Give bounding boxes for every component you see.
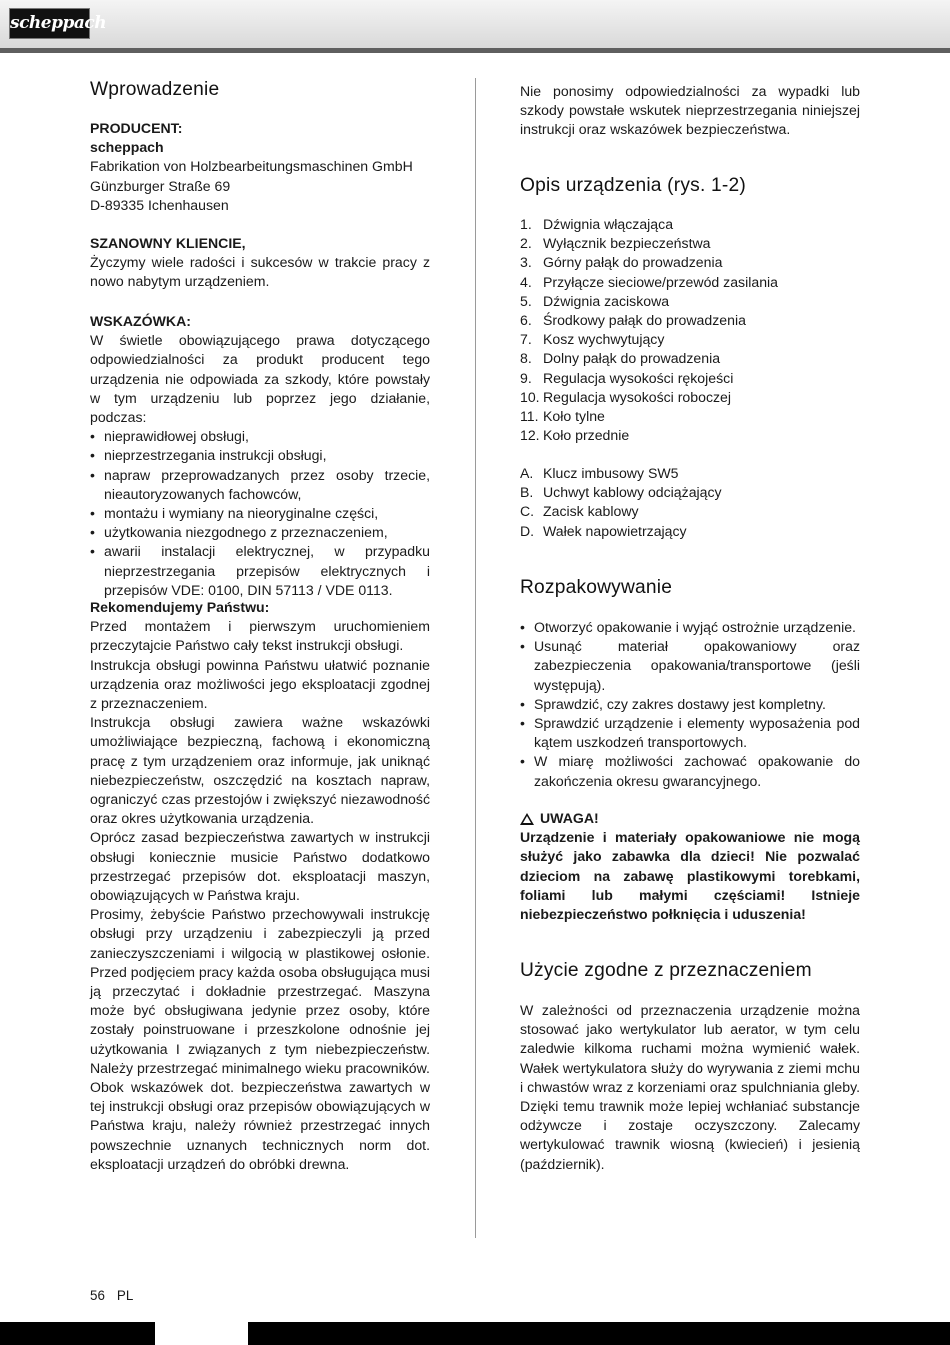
list-item: • Usunąć materiał opakowaniowy oraz zabezpieczenia opakowania/transportowe (jeśli występują). — [520, 637, 860, 695]
intended-use-text: W zależności od przeznaczenia urządzenie można stosować jako wertykulator lub aerator, w tym celu zaledwie kilkoma ruchami można wymienić wałek. Wałek wertykulatora służy do wyrywania z ziemi mchu i chwastów wraz z korzeniami oraz spulchniania gleby. Dzięki temu trawnik może lepiej wchłaniać substancje odżywcze i zostaje oczyszczony. Zalecamy wertykulować trawnik wiosną (kwiecień) i jesienią (październik). — [520, 1002, 860, 1172]
item-number: 11. — [520, 408, 539, 425]
list-item — [520, 234, 860, 253]
list-item: • użytkowania niezgodnego z przeznaczeniem, — [90, 523, 430, 542]
warning-triangle-icon — [520, 813, 534, 825]
item-number: 9. — [520, 369, 532, 386]
warning-block — [520, 809, 860, 924]
item-label: Dolny pałąk do prowadzenia — [543, 350, 721, 367]
header-rule — [0, 48, 950, 53]
item-label: Klucz imbusowy SW5 — [543, 465, 679, 481]
recommend-block — [90, 598, 430, 1174]
list-item — [520, 388, 860, 407]
item-number: 4. — [520, 273, 532, 290]
list-item: • Sprawdzić, czy zakres dostawy jest kompletny. — [520, 695, 860, 714]
description-title: Opis urządzenia (rys. 1-2) — [520, 175, 746, 196]
list-item — [520, 502, 860, 521]
item-label: Przyłącze sieciowe/przewód zasilania — [543, 273, 778, 290]
warning-label: UWAGA! — [540, 810, 599, 826]
item-number: 12. — [520, 427, 540, 444]
warning-heading — [520, 809, 860, 828]
list-item — [520, 215, 860, 234]
customer-text: Życzymy wiele radości i sukcesów w trakcie pracy z nowo nabytym urządzeniem. — [90, 254, 430, 290]
item-number: 8. — [520, 350, 532, 367]
unpacking-title: Rozpakowywanie — [520, 577, 673, 598]
item-letter: B. — [520, 484, 534, 501]
item-letter: A. — [520, 465, 534, 481]
page-header — [0, 0, 950, 48]
list-item — [520, 349, 860, 368]
bottom-bar-gap — [155, 1322, 248, 1345]
list-item — [520, 273, 860, 292]
hint-label: WSKAZÓWKA: — [90, 313, 191, 329]
page-number: 56 — [90, 1288, 105, 1303]
list-item: • montażu i wymiany na nieoryginalne części, — [90, 504, 430, 523]
unpacking-list — [520, 618, 860, 791]
recommend-paragraph: Obok wskazówek dot. bezpieczeństwa zawartych w tej instrukcji obsługi oraz przepisów obowiązujących w Państwa kraju, należy również przestrzegać innych powszechnie uznanych technicznych norm dot. eksploatacji urządzeń do obróbki drewna. — [90, 1079, 430, 1172]
producer-line: D-89335 Ichenhausen — [90, 196, 229, 213]
recommend-paragraph: Instrukcja obsługi powinna Państwu ułatwić poznanie urządzenia oraz możliwości jego eksploatacji zgodnej z przeznaczeniem. — [90, 656, 430, 712]
item-letter: C. — [520, 503, 535, 520]
intended-use-title: Użycie zgodne z przeznaczeniem — [520, 960, 812, 981]
item-label: Koło przednie — [543, 427, 630, 444]
item-label: Zacisk kablowy — [543, 503, 639, 520]
list-item — [520, 292, 860, 311]
recommend-paragraph: Instrukcja obsługi zawiera ważne wskazówki umożliwiające bezpieczną, fachową i ekonomiczną pracę z tym urządzeniem oraz informuje, jak uniknąć niebezpieczeństw, oszczędzić na kosztach napraw, ograniczyć czas przestojów i zwiększyć niezawodność oraz okres użytkowania urządzenia. — [90, 714, 430, 827]
producer-label: PRODUCENT: — [90, 120, 183, 136]
item-label: Wałek napowietrzający — [543, 522, 687, 539]
item-label: Koło tylne — [543, 408, 605, 425]
list-item: • nieprzestrzegania instrukcji obsługi, — [90, 446, 430, 465]
intro-title: Wprowadzenie — [90, 79, 220, 100]
item-number: 2. — [520, 235, 532, 252]
producer-line: Günzburger Straße 69 — [90, 177, 231, 194]
language-code: PL — [116, 1288, 134, 1303]
item-number: 7. — [520, 331, 532, 348]
scheppach-logo: scheppach — [9, 8, 90, 39]
recommend-paragraph: Przed montażem i pierwszym uruchomieniem przeczytajcie Państwo cały tekst instrukcji obsługi. — [90, 618, 430, 654]
list-item — [520, 330, 860, 349]
list-item: • nieprawidłowej obsługi, — [90, 427, 430, 446]
producer-block — [90, 119, 430, 215]
list-item: • napraw przeprowadzanych przez osoby trzecie, nieautoryzowanych fachowców, — [90, 466, 430, 504]
list-item: • Otworzyć opakowanie i wyjąć ostrożnie urządzenie. — [520, 618, 860, 637]
warning-text: Urządzenie i materiały opakowaniowe nie mogą służyć jako zabawka dla dzieci! Nie pozwalać dzieciom na zabawę plastikowymi torebkami, foliami lub małymi częściami! Istnieje niebezpieczeństwo połknięcia i uduszenia! — [520, 829, 860, 923]
list-item — [520, 522, 860, 541]
list-item — [520, 483, 860, 502]
bottom-bar — [0, 1322, 950, 1345]
producer-line: Fabrikation von Holzbearbeitungsmaschinen GmbH — [90, 158, 413, 175]
item-label: Regulacja wysokości roboczej — [543, 388, 732, 405]
list-item: • awarii instalacji elektrycznej, w przypadku nieprzestrzegania przepisów elektrycznych i przepisów VDE: 0100, DIN 57113 / VDE 0113. — [90, 542, 430, 600]
hint-text: W świetle obowiązującego prawa dotyczącego odpowiedzialności za produkt producent tego urządzenia nie odpowiada za szkody, które powstały w tym urządzeniu lub poprzez jego działanie, podczas: — [90, 332, 430, 426]
accessories-list — [520, 464, 860, 541]
item-letter: D. — [520, 522, 535, 539]
list-item: • W miarę możliwości zachować opakowanie do zakończenia okresu gwarancyjnego. — [520, 752, 860, 790]
list-item — [520, 464, 860, 483]
parts-list — [520, 215, 860, 445]
item-number: 10. — [520, 388, 540, 405]
list-item — [520, 369, 860, 388]
recommend-paragraph: Prosimy, żebyście Państwo przechowywali instrukcję obsługi przy urządzeniu i zabezpieczyli ją przed zanieczyszczeniami i wilgocią w plastikowej osłonie. Przed podjęciem pracy każda osoba obsługująca musi ją przeczytać i dokładnie przestrzegać. Maszyna może być obsługiwana jedynie przez osoby, które zostały poinstruowane i przeszkolone odnośnie jej użytkowania I związanych z tym niebezpieczeństw. Należy przestrzegać minimalnego wieku pracowników. — [90, 906, 431, 1076]
item-number: 1. — [520, 216, 532, 232]
page-footer — [90, 1288, 133, 1303]
item-label: Kosz wychwytujący — [543, 331, 665, 348]
customer-label: SZANOWNY KLIENCIE, — [90, 235, 246, 251]
item-number: 6. — [520, 312, 532, 329]
hint-block — [90, 312, 430, 600]
item-label: Środkowy pałąk do prowadzenia — [543, 312, 746, 329]
item-label: Regulacja wysokości rękojeści — [543, 369, 734, 386]
list-item — [520, 311, 860, 330]
liability-text: Nie ponosimy odpowiedzialności za wypadki lub szkody powstałe wskutek nieprzestrzegania niniejszej instrukcji oraz wskazówek bezpieczeństwa. — [520, 83, 860, 138]
list-item: • Sprawdzić urządzenie i elementy wyposażenia pod kątem uszkodzeń transportowych. — [520, 714, 860, 752]
recommend-label: Rekomendujemy Państwu: — [90, 599, 270, 615]
item-label: Dźwignia włączająca — [543, 216, 674, 232]
item-number: 3. — [520, 254, 532, 271]
producer-name: scheppach — [90, 139, 164, 156]
list-item — [520, 407, 860, 426]
item-label: Uchwyt kablowy odciążający — [543, 484, 722, 501]
item-label: Wyłącznik bezpieczeństwa — [543, 235, 711, 252]
list-item — [520, 253, 860, 272]
customer-block — [90, 234, 430, 292]
list-item — [520, 426, 860, 445]
recommend-paragraph: Oprócz zasad bezpieczeństwa zawartych w instrukcji obsługi koniecznie musicie Państwo dodatkowo przestrzegać przepisów dot. eksploatacji maszyn, obowiązujących w Państwa kraju. — [90, 829, 430, 904]
hint-list — [90, 427, 430, 600]
item-number: 5. — [520, 292, 532, 309]
item-label: Dźwignia zaciskowa — [543, 292, 670, 309]
item-label: Górny pałąk do prowadzenia — [543, 254, 723, 271]
column-divider — [475, 78, 476, 1238]
